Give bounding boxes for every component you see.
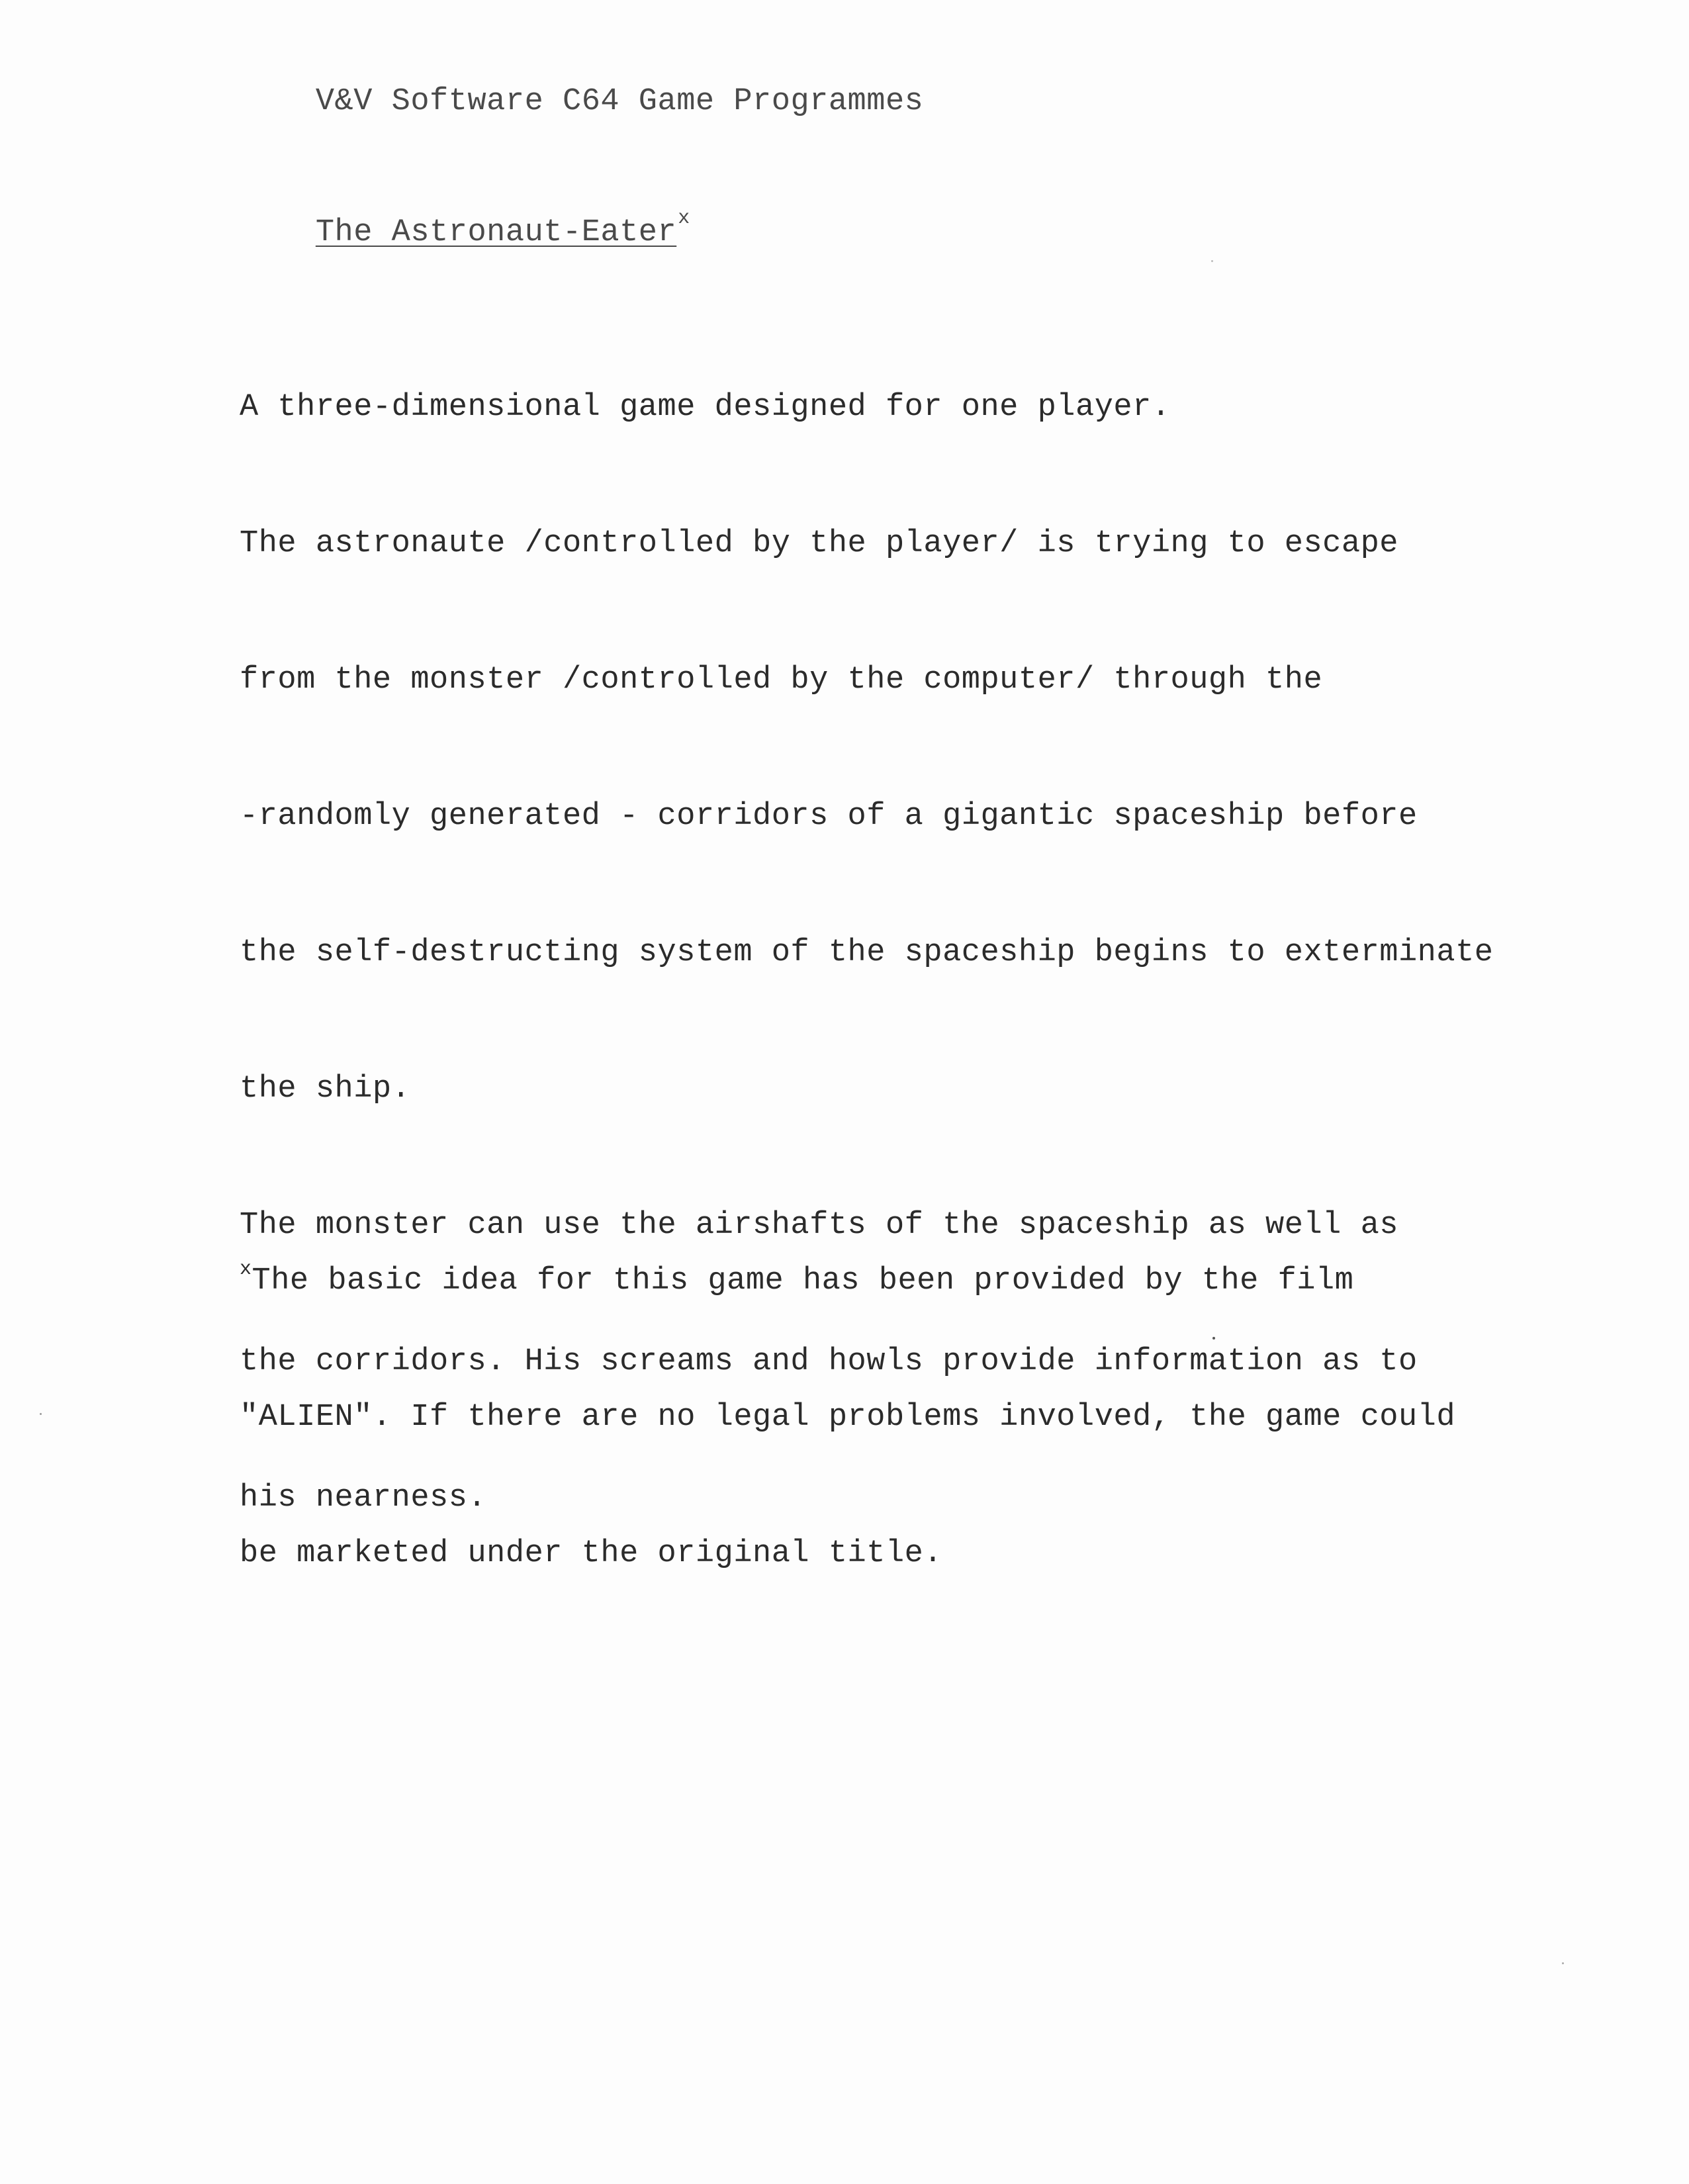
- footnote: [240, 1191, 1455, 1670]
- title-footnote-marker: x: [678, 207, 690, 230]
- body-line: A three-dimensional game designed for one player.: [240, 390, 1171, 425]
- title-text: The Astronaut-Eater: [315, 215, 677, 250]
- footnote-line-text: The basic idea for this game has been provided by the film: [251, 1263, 1354, 1298]
- footnote-line: "ALIEN". If there are no legal problems involved, the game could: [240, 1400, 1456, 1435]
- footnote-marker: x: [240, 1258, 252, 1281]
- body-line: The monster can use the airshafts of the spaceship as well as: [240, 1208, 1398, 1243]
- body-line: his nearness.: [240, 1480, 487, 1516]
- header-text: V&V Software C64 Game Programmes: [315, 84, 924, 119]
- ink-speck: [1562, 1962, 1564, 1964]
- body-line: the corridors. His screams and howls provide information as to: [240, 1344, 1418, 1379]
- footnote-line: [240, 1258, 1455, 1328]
- footnote-line: be marketed under the original title.: [240, 1536, 943, 1571]
- page-header: [240, 49, 923, 154]
- body-line: the self-destructing system of the spaceship begins to exterminate: [240, 935, 1494, 970]
- document-title: [240, 180, 690, 285]
- body-line: the ship.: [240, 1071, 411, 1107]
- ink-speck: [40, 1413, 42, 1415]
- ink-speck: [1212, 1337, 1215, 1340]
- body-line: The astronaute /controlled by the player/ is trying to escape: [240, 526, 1398, 561]
- ink-speck: [1211, 260, 1213, 262]
- body-line: -randomly generated - corridors of a gigantic spaceship before: [240, 799, 1418, 834]
- body-line: from the monster /controlled by the computer/ through the: [240, 662, 1323, 698]
